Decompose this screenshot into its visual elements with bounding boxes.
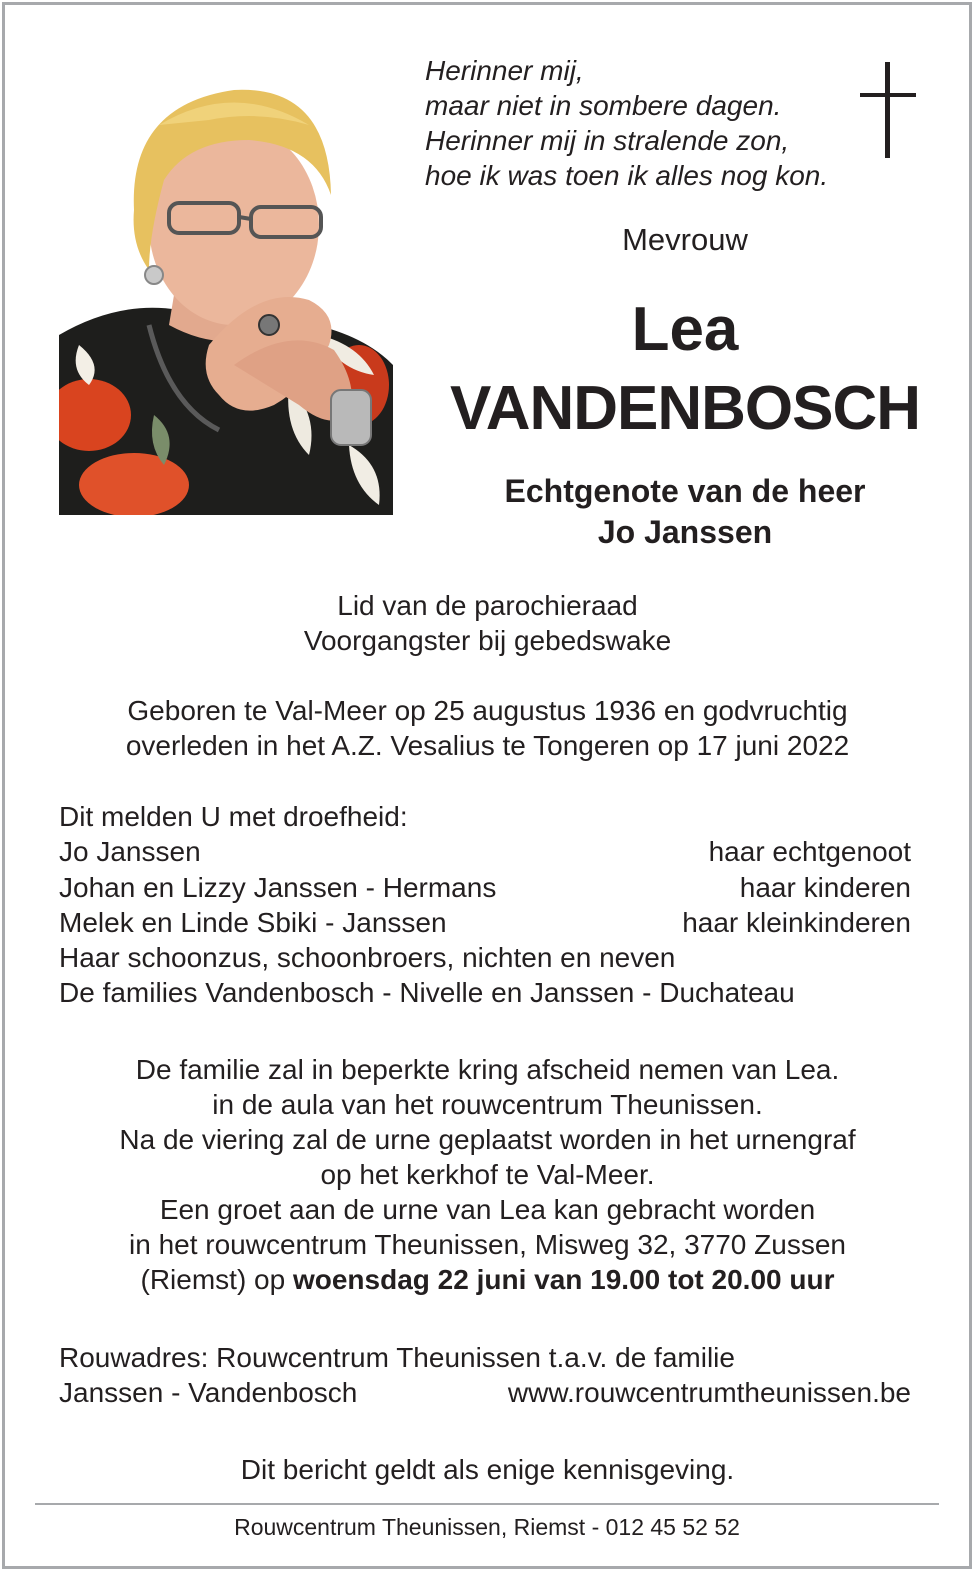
poem-line: Herinner mij in stralende zon, bbox=[425, 125, 790, 156]
spouse-info bbox=[430, 471, 940, 553]
poem-line: maar niet in sombere dagen. bbox=[425, 90, 782, 121]
portrait-photo bbox=[59, 85, 393, 515]
ceremony-line: De familie zal in beperkte kring afscheid nemen van Lea. bbox=[135, 1054, 840, 1085]
family-relation: haar kinderen bbox=[739, 871, 911, 903]
ceremony-info bbox=[40, 1052, 935, 1297]
spouse-name: Jo Janssen bbox=[597, 514, 773, 550]
poem-line: Herinner mij, bbox=[425, 55, 584, 86]
family-list bbox=[59, 799, 911, 1011]
family-row bbox=[59, 940, 911, 975]
address-block bbox=[59, 1340, 911, 1410]
first-name: Lea bbox=[631, 295, 739, 364]
footer: Rouwcentrum Theunissen, Riemst - 012 45 52 52 bbox=[234, 1514, 740, 1540]
footer-divider bbox=[35, 1503, 939, 1505]
birth-line: Geboren te Val-Meer op 25 augustus 1936 en godvruchtig bbox=[127, 695, 848, 726]
family-row bbox=[59, 870, 911, 905]
family-row bbox=[59, 975, 911, 1010]
family-address-name: Janssen - Vandenbosch bbox=[59, 1377, 358, 1408]
ceremony-line: Een groet aan de urne van Lea kan gebracht worden bbox=[159, 1194, 816, 1225]
honorific: Mevrouw bbox=[622, 222, 748, 257]
ceremony-line: Na de viering zal de urne geplaatst worden in het urnengraf bbox=[119, 1124, 856, 1155]
address-line: Rouwadres: Rouwcentrum Theunissen t.a.v. de familie bbox=[59, 1342, 735, 1373]
poem bbox=[425, 53, 828, 193]
family-name: Haar schoonzus, schoonbroers, nichten en neven bbox=[59, 942, 676, 974]
visit-prefix: (Riemst) op bbox=[140, 1264, 293, 1295]
role-line: Lid van de parochieraad bbox=[337, 590, 638, 621]
spouse-line: Echtgenote van de heer bbox=[504, 473, 866, 509]
notice: Dit bericht geldt als enige kennisgeving. bbox=[240, 1454, 735, 1485]
ceremony-line: op het kerkhof te Val-Meer. bbox=[320, 1159, 655, 1190]
visit-time: woensdag 22 juni van 19.00 tot 20.00 uur bbox=[292, 1264, 835, 1295]
family-relation: haar kleinkinderen bbox=[682, 906, 911, 938]
role-line: Voorgangster bij gebedswake bbox=[303, 625, 672, 656]
address-row bbox=[59, 1375, 911, 1410]
last-name: VANDENBOSCH bbox=[449, 374, 921, 443]
family-name: Melek en Linde Sbiki - Janssen bbox=[59, 906, 447, 938]
roles bbox=[40, 588, 935, 658]
website-link[interactable]: www.rouwcentrumtheunissen.be bbox=[507, 1377, 911, 1408]
poem-line: hoe ik was toen ik alles nog kon. bbox=[425, 160, 829, 191]
family-name: De families Vandenbosch - Nivelle en Janssen - Duchateau bbox=[59, 977, 795, 1009]
ceremony-line: in de aula van het rouwcentrum Theunissen. bbox=[212, 1089, 763, 1120]
family-relation: haar echtgenoot bbox=[708, 836, 911, 868]
family-row bbox=[59, 834, 911, 869]
family-row bbox=[59, 905, 911, 940]
birth-death-info bbox=[40, 693, 935, 763]
family-name: Jo Janssen bbox=[59, 836, 201, 868]
family-name: Johan en Lizzy Janssen - Hermans bbox=[59, 871, 497, 903]
ceremony-visit-line bbox=[40, 1262, 935, 1297]
cross-icon bbox=[860, 62, 916, 158]
family-intro: Dit melden U met droefheid: bbox=[59, 801, 408, 832]
death-line: overleden in het A.Z. Vesalius te Tongeren op 17 juni 2022 bbox=[125, 730, 850, 761]
ceremony-line: in het rouwcentrum Theunissen, Misweg 32, 3770 Zussen bbox=[129, 1229, 846, 1260]
